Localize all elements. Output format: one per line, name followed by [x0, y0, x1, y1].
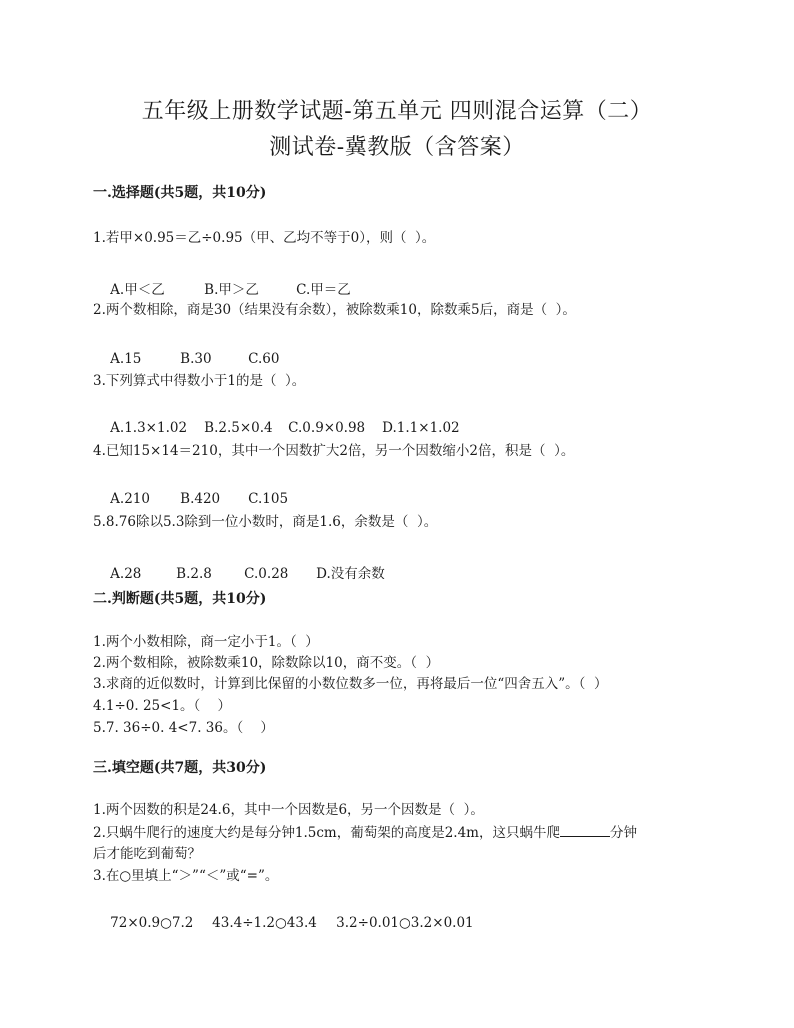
s1-question-3: 3.下列算式中得数小于1的是（ ）。	[93, 373, 306, 389]
option-a: A.210	[110, 491, 150, 507]
s3-question-1: 1.两个因数的积是24.6，其中一个因数是6，另一个因数是（ ）。	[93, 802, 484, 818]
option-b: B.420	[180, 491, 221, 507]
comparison-expression: 72×0.9○7.2	[110, 915, 194, 931]
option-b: B.2.5×0.4	[204, 420, 273, 436]
option-a: A.15	[110, 351, 142, 367]
option-d: D.1.1×1.02	[382, 420, 460, 436]
option-c: C.0.9×0.98	[288, 420, 366, 436]
option-c: C.0.28	[244, 566, 289, 582]
option-b: B.2.8	[176, 566, 212, 582]
worksheet-title-line1: 五年级上册数学试题-第五单元 四则混合运算（二）	[141, 99, 653, 124]
s1-question-2: 2.两个数相除，商是30（结果没有余数），被除数乘10，除数乘5后，商是（ ）。	[93, 302, 576, 318]
option-c: C.甲＝乙	[296, 282, 351, 298]
option-d: D.没有余数	[316, 566, 385, 582]
s2-item: 1.两个小数相除，商一定小于1。（ ）	[93, 634, 319, 650]
s3-question-2-text: 2.只蜗牛爬行的速度大约是每分钟1.5cm，葡萄架的高度是2.4m，这只蜗牛爬	[93, 825, 560, 841]
comparison-expression: 3.2÷0.01○3.2×0.01	[336, 915, 474, 931]
section-1-heading: 一.选择题(共5题，共10分)	[93, 185, 267, 201]
comparison-expression: 43.4÷1.2○43.4	[212, 915, 317, 931]
s3-question-3-expressions	[93, 899, 474, 947]
option-a: A.28	[110, 566, 142, 582]
s3-question-3: 3.在○里填上“＞”“＜”或“=”。	[93, 868, 279, 884]
option-b: B.甲＞乙	[204, 282, 259, 298]
option-a: A.甲＜乙	[110, 282, 165, 298]
option-a: A.1.3×1.02	[110, 420, 188, 436]
option-c: C.60	[248, 351, 280, 367]
s1-question-1: 1.若甲×0.95＝乙÷0.95（甲、乙均不等于0），则（ ）。	[93, 230, 436, 246]
s3-question-2-line2: 后才能吃到葡萄？	[93, 846, 201, 862]
option-c: C.105	[248, 491, 289, 507]
s3-question-2-unit: 分钟	[609, 825, 637, 841]
answer-blank	[560, 824, 610, 837]
s2-item: 4.1÷0. 25<1。（ ）	[93, 698, 231, 714]
s2-item: 5.7. 36÷0. 4<7. 36。（ ）	[93, 720, 274, 736]
s1-question-5: 5.8.76除以5.3除到一位小数时，商是1.6，余数是（ ）。	[93, 514, 438, 530]
s2-item: 3.求商的近似数时，计算到比保留的小数位数多一位，再将最后一位“四舍五入”。（ ）	[93, 676, 608, 692]
section-3-heading: 三.填空题(共7题，共30分)	[93, 760, 267, 776]
section-2-heading: 二.判断题(共5题，共10分)	[93, 591, 267, 607]
s2-item: 2.两个数相除，被除数乘10，除数除以10，商不变。（ ）	[93, 655, 440, 671]
worksheet-title-line2: 测试卷-冀教版（含答案）	[269, 135, 525, 160]
s1-question-4: 4.已知15×14＝210，其中一个因数扩大2倍，另一个因数缩小2倍，积是（ ）。	[93, 443, 575, 459]
option-b: B.30	[180, 351, 212, 367]
s3-question-2	[93, 821, 637, 841]
